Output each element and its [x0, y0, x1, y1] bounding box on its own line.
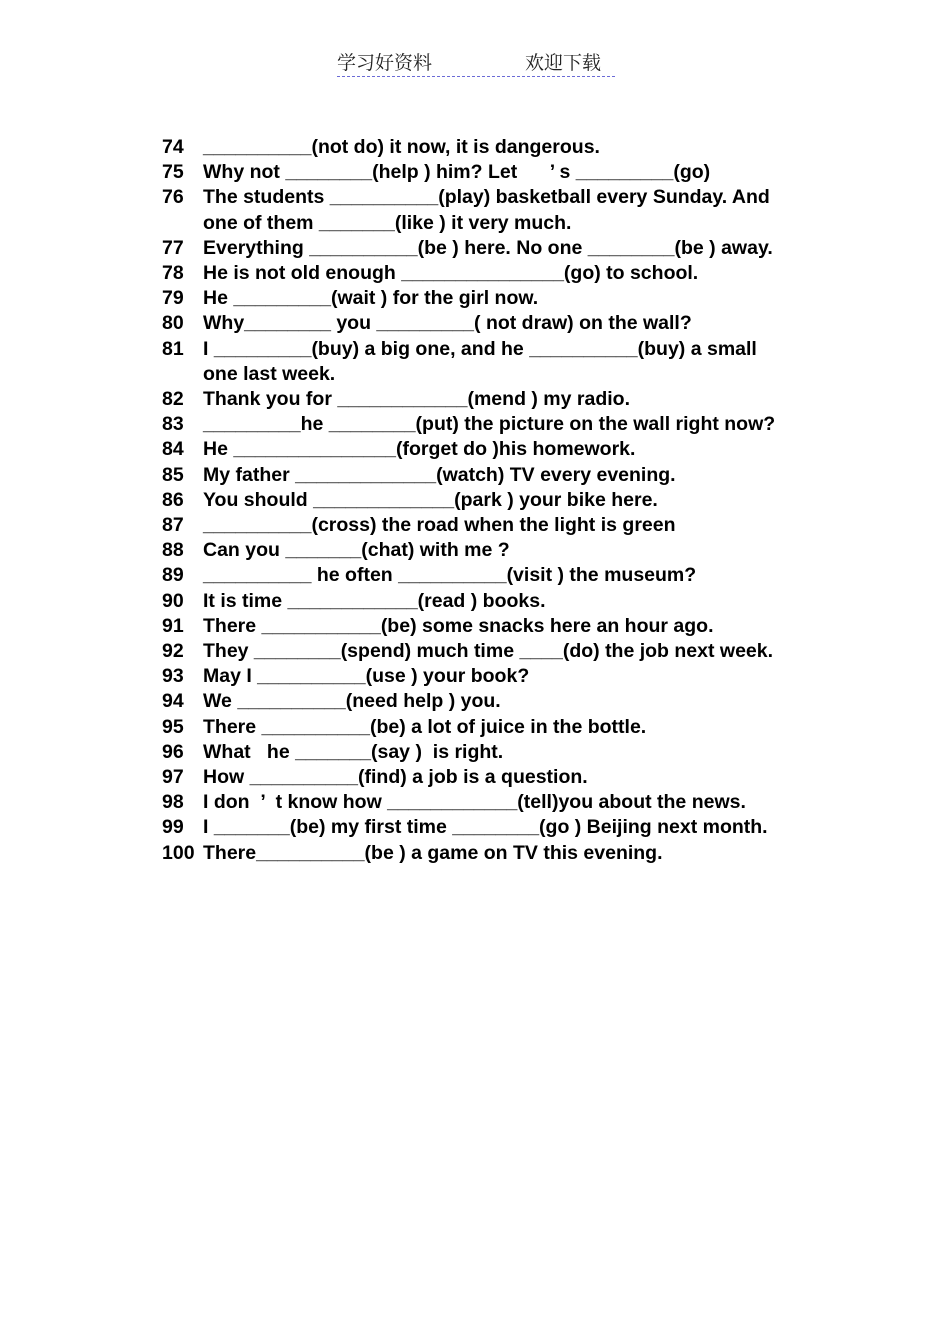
exercise-number: 91	[162, 614, 184, 637]
exercise-text-continued: one last week.	[203, 362, 336, 385]
exercise-text: _________he ________(put) the picture on the wall right now?	[203, 413, 776, 436]
exercise-text: It is time ____________(read ) books.	[203, 589, 546, 612]
exercise-text: May I __________(use ) your book?	[203, 665, 530, 688]
exercise-text: How __________(find) a job is a question.	[203, 766, 588, 789]
exercise-number: 77	[162, 236, 184, 259]
exercise-number: 93	[162, 665, 184, 688]
exercise-text: I _________(buy) a big one, and he __________(buy) a small	[203, 337, 757, 360]
exercise-number: 74	[162, 136, 184, 158]
exercise-number: 97	[162, 766, 184, 789]
exercise-number: 76	[162, 186, 184, 209]
exercise-number: 95	[162, 715, 184, 738]
exercise-number: 98	[162, 791, 184, 814]
exercise-item	[162, 790, 822, 815]
exercise-list	[162, 135, 822, 866]
exercise-item	[162, 488, 822, 513]
exercise-item	[162, 412, 822, 437]
exercise-item	[162, 715, 822, 740]
exercise-item	[162, 614, 822, 639]
exercise-item	[162, 286, 822, 311]
exercise-text-continued: one of them _______(like ) it very much.	[203, 211, 572, 234]
exercise-text: We __________(need help ) you.	[203, 690, 501, 713]
exercise-number: 84	[162, 438, 184, 461]
exercise-text: __________ he often __________(visit ) the museum?	[203, 564, 697, 587]
exercise-text: Why not ________(help ) him? Let ’ s _________(go)	[203, 161, 711, 184]
exercise-number: 80	[162, 312, 184, 335]
exercise-number: 99	[162, 816, 184, 839]
header-right-text: 欢迎下载	[525, 52, 602, 74]
exercise-item	[162, 185, 822, 235]
exercise-item	[162, 387, 822, 412]
exercise-text: What he _______(say ) is right.	[203, 740, 504, 763]
exercise-text: You should _____________(park ) your bike here.	[203, 488, 658, 511]
exercise-text: He _________(wait ) for the girl now.	[203, 287, 539, 310]
exercise-text: I don ’ t know how ____________(tell)you about the news.	[203, 791, 746, 814]
exercise-item	[162, 740, 822, 765]
exercise-text: Everything __________(be ) here. No one ________(be ) away.	[203, 236, 773, 259]
exercise-item	[162, 765, 822, 790]
exercise-number: 78	[162, 262, 184, 285]
exercise-number: 81	[162, 337, 184, 360]
exercise-number: 82	[162, 388, 184, 411]
exercise-number: 87	[162, 514, 184, 537]
exercise-item	[162, 689, 822, 714]
exercise-item	[162, 337, 822, 387]
exercise-text: My father _____________(watch) TV every evening.	[203, 463, 676, 486]
exercise-number: 96	[162, 740, 184, 763]
exercise-text: He is not old enough _______________(go) to school.	[203, 262, 699, 285]
exercise-item	[162, 463, 822, 488]
exercise-text: There__________(be ) a game on TV this evening.	[203, 841, 663, 864]
exercise-number: 94	[162, 690, 184, 713]
exercise-number: 90	[162, 589, 184, 612]
exercise-text: He _______________(forget do )his homework.	[203, 438, 636, 461]
exercise-item	[162, 311, 822, 336]
page-header	[337, 46, 615, 77]
exercise-number: 79	[162, 287, 184, 310]
exercise-item	[162, 538, 822, 563]
exercise-number: 83	[162, 413, 184, 436]
exercise-text: They ________(spend) much time ____(do) the job next week.	[203, 640, 774, 663]
exercise-item	[162, 841, 822, 866]
exercise-number: 89	[162, 564, 184, 587]
exercise-text: __________(not do) it now, it is dangerous.	[203, 136, 600, 158]
exercise-text: There __________(be) a lot of juice in the bottle.	[203, 715, 647, 738]
exercise-number: 85	[162, 463, 184, 486]
exercise-item	[162, 236, 822, 261]
exercise-text: The students __________(play) basketball every Sunday. And	[203, 186, 770, 209]
exercise-number: 100	[162, 841, 195, 864]
exercise-item	[162, 513, 822, 538]
exercise-item	[162, 589, 822, 614]
exercise-item	[162, 664, 822, 689]
exercise-item	[162, 261, 822, 286]
exercise-item	[162, 815, 822, 840]
exercise-text: I _______(be) my first time ________(go ) Beijing next month.	[203, 816, 768, 839]
exercise-text: Can you _______(chat) with me ?	[203, 539, 510, 562]
exercise-text: Why________ you _________( not draw) on the wall?	[203, 312, 692, 335]
exercise-text: Thank you for ____________(mend ) my radio.	[203, 388, 631, 411]
exercise-number: 88	[162, 539, 184, 562]
exercise-number: 92	[162, 640, 184, 663]
exercise-item	[162, 135, 822, 160]
exercise-text: There ___________(be) some snacks here an hour ago.	[203, 614, 714, 637]
exercise-item	[162, 563, 822, 588]
exercise-item	[162, 437, 822, 462]
exercise-text: __________(cross) the road when the light is green	[203, 514, 676, 537]
exercise-number: 75	[162, 161, 184, 184]
exercise-number: 86	[162, 488, 184, 511]
exercise-item	[162, 639, 822, 664]
header-left-text: 学习好资料	[337, 52, 433, 74]
exercise-item	[162, 160, 822, 185]
